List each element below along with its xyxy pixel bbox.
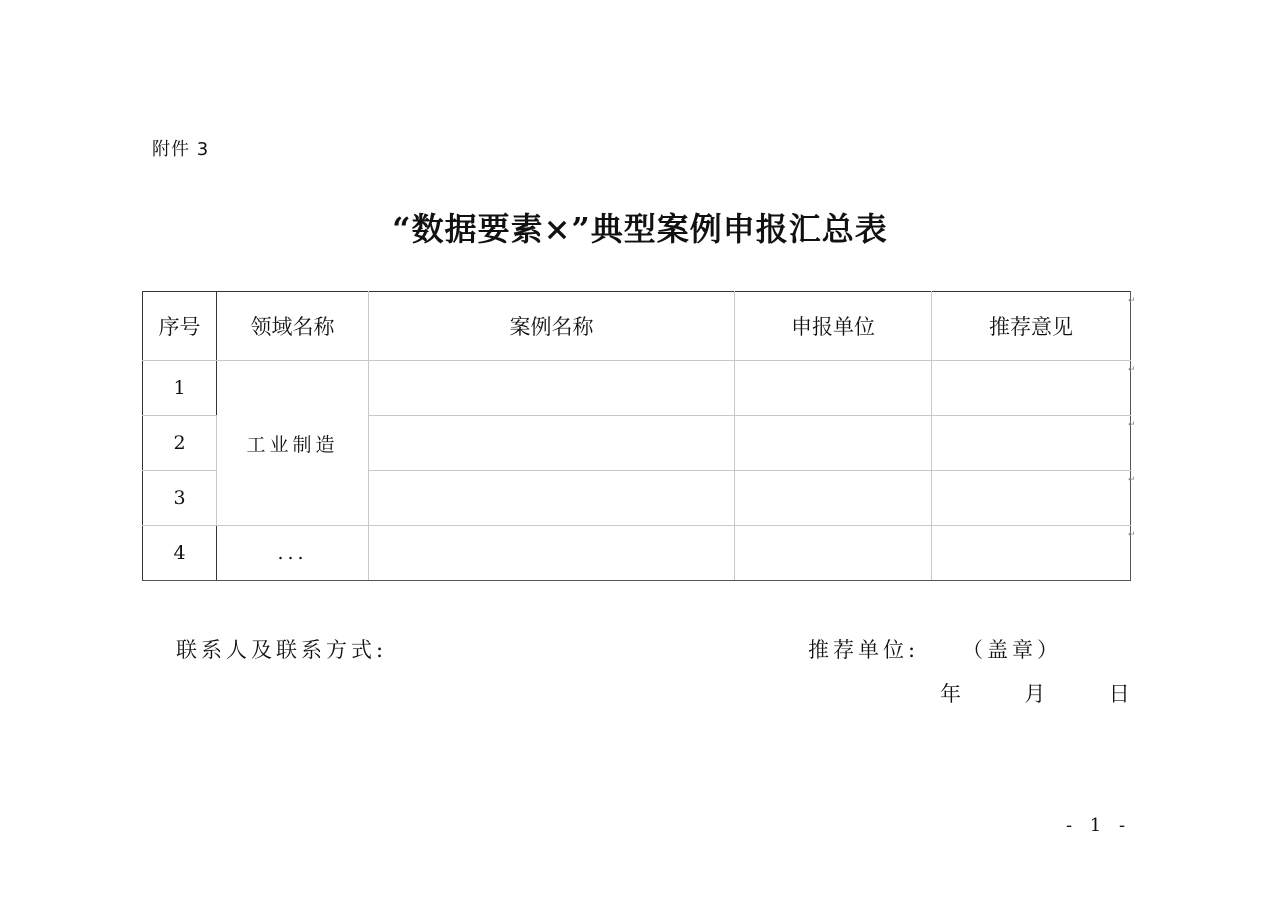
case-name-cell[interactable] [369,361,735,416]
row-index: 3 [143,471,217,526]
unit-cell[interactable] [735,416,932,471]
header-domain: 领域名称 [217,292,369,361]
unit-cell[interactable] [735,471,932,526]
case-name-cell[interactable] [369,526,735,581]
opinion-cell[interactable] [932,416,1131,471]
unit-cell[interactable] [735,526,932,581]
case-summary-table [142,291,1131,581]
case-name-cell[interactable] [369,416,735,471]
document-title: “数据要素×”典型案例申报汇总表 [392,210,888,248]
domain-cell-merged: 工业制造 [217,361,369,526]
opinion-cell[interactable] [932,361,1131,416]
paragraph-mark-icon: ↵ [1128,365,1136,375]
attachment-label: 附件 3 [152,139,210,160]
page-number: - 1 - [1066,815,1132,836]
row-index: 4 [143,526,217,581]
paragraph-mark-icon: ↵ [1128,420,1136,430]
paragraph-mark-icon: ↵ [1128,296,1136,306]
header-opinion: 推荐意见 [932,292,1131,361]
header-unit: 申报单位 [735,292,932,361]
table-header-row [143,292,1131,361]
opinion-cell[interactable] [932,526,1131,581]
row-index: 1 [143,361,217,416]
paragraph-mark-icon: ↵ [1128,475,1136,485]
row-index: 2 [143,416,217,471]
paragraph-mark-icon: ↵ [1128,530,1136,540]
date-line [940,678,1134,708]
header-case-name: 案例名称 [369,292,735,361]
unit-cell[interactable] [735,361,932,416]
table-row [143,361,1131,416]
header-index: 序号 [143,292,217,361]
date-year: 年 [940,682,965,706]
date-day: 日 [1108,682,1134,706]
opinion-cell[interactable] [932,471,1131,526]
domain-cell: ... [217,526,369,581]
date-month: 月 [1024,682,1050,706]
case-name-cell[interactable] [369,471,735,526]
seal-label: （盖章） [962,638,1062,662]
recommend-unit-label: 推荐单位: [808,638,920,662]
table-row [143,526,1131,581]
contact-label: 联系人及联系方式: [176,638,388,662]
